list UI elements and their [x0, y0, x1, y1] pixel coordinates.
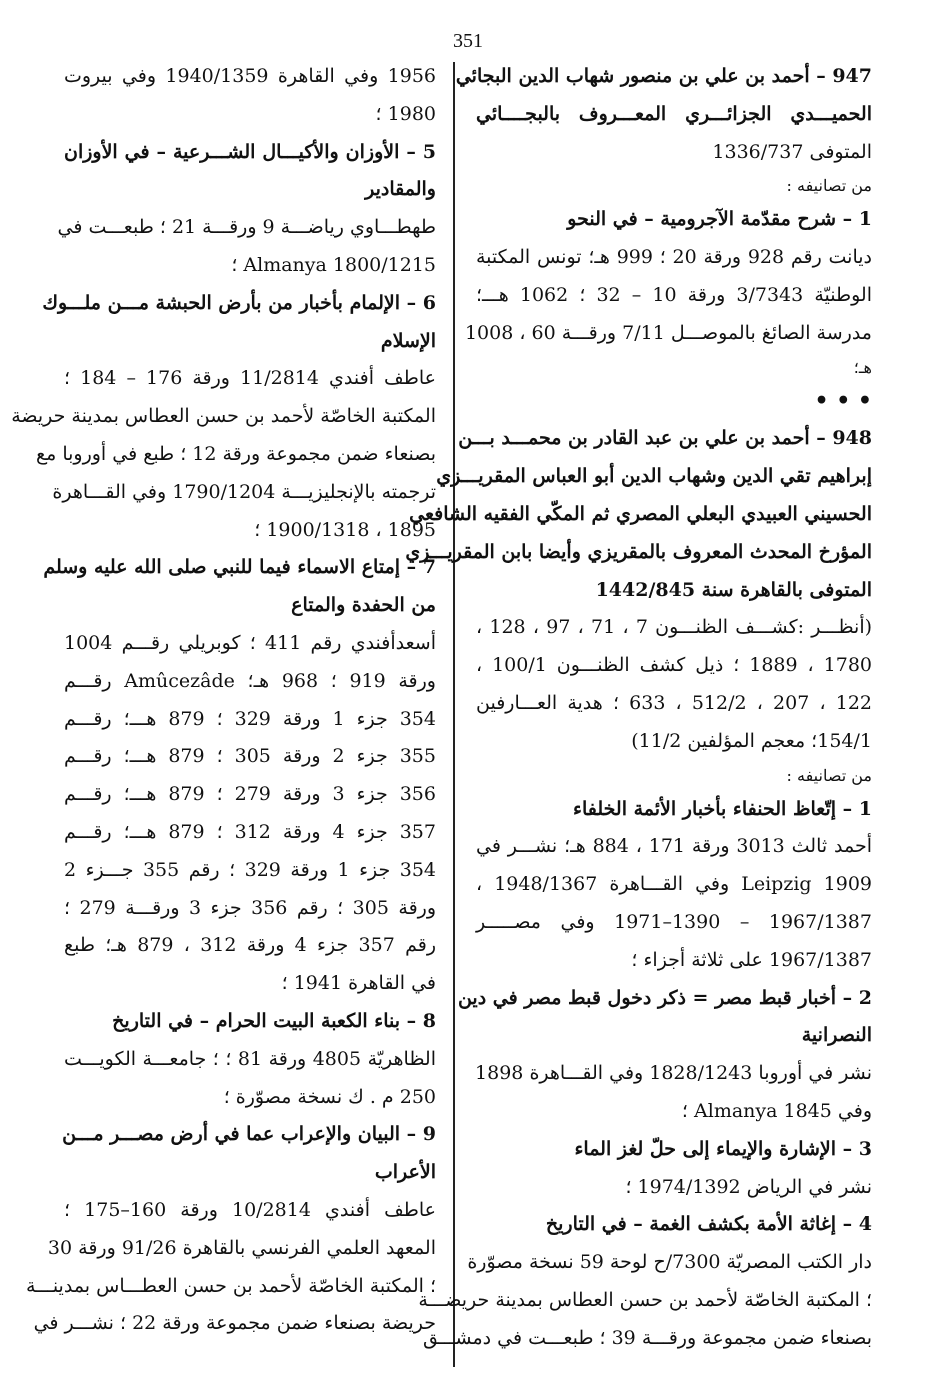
- right-column-line: 154/1؛ معجم المؤلفين 11/2): [631, 729, 872, 752]
- right-column-line: المؤرخ المحدث المعروف بالمقريزي وأيضا بابن المقريـــزي: [405, 540, 872, 563]
- right-column-line: 4 – إغاثة الأمة بكشف الغمة – في التاريخ: [545, 1213, 872, 1236]
- left-column-line: 1956 وفي القاهرة 1940/1359 وفي بيروت: [64, 65, 436, 87]
- right-column-line: 948 – أحمد بن علي بن عبد القادر بن محمـــد بـــن: [458, 427, 872, 450]
- left-column-line: 357 جزء 4 ورقة 312 ؛ 879 هـــ؛ رقـــم: [64, 820, 436, 843]
- left-column-line: أسعدأفندي رقم 411 ؛ كوبريلي رقـــم 1004: [64, 631, 436, 654]
- left-column-line: 1980 ؛: [375, 102, 436, 125]
- right-column-line: المتوفى بالقاهرة سنة 1442/845: [595, 578, 872, 601]
- right-column-line: المتوفى 1336/737: [712, 140, 872, 163]
- right-column-line: ؛ المكتبة الخاصّة لأحمد بن حسن العطاس بمدينة حريضـــة: [418, 1288, 872, 1311]
- right-column-line: 2 – أخبار قبط مصر = ذكر دخول قبط مصر في دين: [457, 986, 872, 1009]
- right-column-line: هـ؛: [853, 357, 872, 377]
- right-column-line: ديانت رقم 928 ورقة 20 ؛ 999 هـ؛ تونس المكتبة: [476, 246, 873, 269]
- right-column-line: • • •: [814, 387, 872, 414]
- left-column: [11, 58, 437, 1343]
- left-column-line: 9 – البيان والإعراب عما في أرض مصـــر مـــن: [62, 1123, 436, 1146]
- right-column-line: الوطنيّة 3/7343 ورقة 10 – 32 ؛ 1062 هـــ؛: [476, 283, 872, 306]
- left-column-line: ترجمته بالإنجليزيـــة 1790/1204 وفي القـــاهرة: [52, 480, 436, 503]
- right-column-line: أحمد ثالث 3013 ورقة 171 ، 884 هـ؛ نشـــر في: [476, 835, 873, 858]
- left-column-line: Almanya 1800/1215 ؛: [231, 253, 436, 276]
- left-column-line: من الحفدة والمتاع: [291, 594, 436, 617]
- left-column-line: 1895 ، 1900/1318 ؛: [254, 518, 436, 541]
- left-column-line: 355 جزء 2 ورقة 305 ؛ 879 هـــ؛ رقـــم: [64, 745, 436, 768]
- left-column-line: رقم 357 جزء 4 ورقة 312 ، 879 هـ؛ طبع: [64, 934, 436, 957]
- left-column-line: 354 جزء 1 ورقة 329 ؛ رقم 355 جـــزء 2: [64, 858, 437, 881]
- right-column-line: نشر في الرياض 1974/1392 ؛: [625, 1175, 872, 1198]
- left-column-line: طهطـــاوي رياضـــة 9 ورقـــة 21 ؛ طبعـــت في: [57, 216, 436, 239]
- right-column-line: 3 – الإشارة والإيماء إلى حلّ لغز الماء: [574, 1137, 872, 1160]
- column-divider: [453, 62, 455, 1367]
- right-column-line: الحسيني العبيدي البعلي المصري ثم المكّي الفقيه الشافعي: [409, 502, 872, 525]
- left-column-line: الإسلام: [380, 329, 436, 352]
- right-column-line: 1967/1387 – 1390–1971 وفي مصـــــر: [476, 910, 872, 933]
- left-column-line: الأعراب: [374, 1161, 436, 1184]
- left-column-line: والمقادير: [365, 178, 436, 201]
- right-column-line: من تصانيفه :: [786, 176, 872, 196]
- right-column-line: وفي Almanya 1845 ؛: [681, 1099, 872, 1122]
- right-column-line: Leipzig 1909 وفي القـــاهرة 1948/1367 ،: [476, 873, 873, 896]
- right-column-line: 1 – إتّعاظ الحنفاء بأخبار الأئمة الخلفاء: [573, 797, 872, 820]
- right-column-line: دار الكتب المصريّة 7300/ح لوحة 59 نسخة مصوّرة: [467, 1251, 872, 1274]
- left-column-line: المكتبة الخاصّة لأحمد بن حسن العطاس بمدينة حريضة: [11, 405, 436, 428]
- left-column-line: 356 جزء 3 ورقة 279 ؛ 879 هـــ؛ رقـــم: [64, 783, 436, 806]
- right-column-line: 1780 ، 1889 ؛ ذيل كشف الظنـــون 100/1 ،: [476, 654, 872, 677]
- left-column-line: 8 – بناء الكعبة البيت الحرام – في التاريخ: [112, 1009, 436, 1032]
- right-column-line: من تصانيفه :: [786, 765, 872, 785]
- right-column-line: مدرسة الصائغ بالموصـــل 7/11 ورقـــة 60 ، 1008: [464, 321, 872, 344]
- left-column-line: ورقة 919 ؛ 968 هـ؛ Amûcezâde رقـــم: [64, 669, 436, 692]
- left-column-line: 250 م . ك نسخة مصوّرة ؛: [223, 1085, 436, 1108]
- right-column-line: النصرانية: [801, 1024, 872, 1047]
- right-column-line: 1 – شرح مقدّمة الآجرومية – في النحو: [567, 208, 872, 231]
- left-column-line: الظاهريّة 4805 ورقة 81 ؛ ؛ جامعـــة الكويـــت: [64, 1047, 437, 1070]
- right-column-line: 1967/1387 على ثلاثة أجزاء ؛: [631, 948, 872, 971]
- right-column-line: الحميـــدي الجزائـــري المعـــروف بالبجــــائي: [476, 102, 872, 125]
- page-number: 351: [453, 30, 483, 52]
- left-column-line: حريضة بصنعاء ضمن مجموعة ورقة 22 ؛ نشـــر في: [33, 1312, 436, 1335]
- right-column-line: نشر في أوروبا 1828/1243 وفي القـــاهرة 1898: [475, 1062, 872, 1085]
- left-column-line: بصنعاء ضمن مجموعة ورقة 12 ؛ طبع في أوروبا مع: [36, 442, 436, 465]
- left-column-line: 6 – الإلمام بأخبار من بأرض الحبشة مـــن ملـــوك: [42, 291, 436, 314]
- right-column-line: 947 – أحمد بن علي بن منصور شهاب الدين البجائي: [455, 65, 872, 87]
- left-column-line: ورقة 305 ؛ رقم 356 جزء 3 ورقـــة 279 ؛: [64, 896, 436, 919]
- right-column-line: إبراهيم تقي الدين وشهاب الدين أبو العباس المقريـــزي: [436, 465, 872, 488]
- left-column-line: 7 – إمتاع الاسماء فيما للنبي صلى الله عليه وسلم: [43, 556, 436, 579]
- left-column-line: 354 جزء 1 ورقة 329 ؛ 879 هـــ؛ رقـــم: [64, 707, 436, 730]
- left-column-line: ؛ المكتبة الخاصّة لأحمد بن حسن العطـــاس بمدينـــة: [25, 1274, 436, 1297]
- left-column-line: المعهد العلمي الفرنسي بالقاهرة 91/26 ورقة 30: [47, 1236, 436, 1259]
- right-column-line: 122 ، 207 ، 512/2 ، 633 ؛ هدية العـــارفين: [476, 691, 873, 714]
- left-column-line: عاطف أفندي 10/2814 ورقة 160–175 ؛: [64, 1198, 436, 1221]
- left-column-line: 5 – الأوزان والأكيـــال الشـــرعية – في الأوزان: [64, 140, 436, 163]
- left-column-line: في القاهرة 1941 ؛: [281, 972, 436, 995]
- left-column-line: عاطف أفندي 11/2814 ورقة 176 – 184 ؛: [64, 367, 436, 390]
- right-column-line: بصنعاء ضمن مجموعة ورقـــة 39 ؛ طبعـــت في دمشـــق: [422, 1326, 872, 1349]
- right-column-line: (أنظـــر :كشـــف الظنـــون 7 ، 71 ، 97 ، 128 ،: [476, 616, 873, 639]
